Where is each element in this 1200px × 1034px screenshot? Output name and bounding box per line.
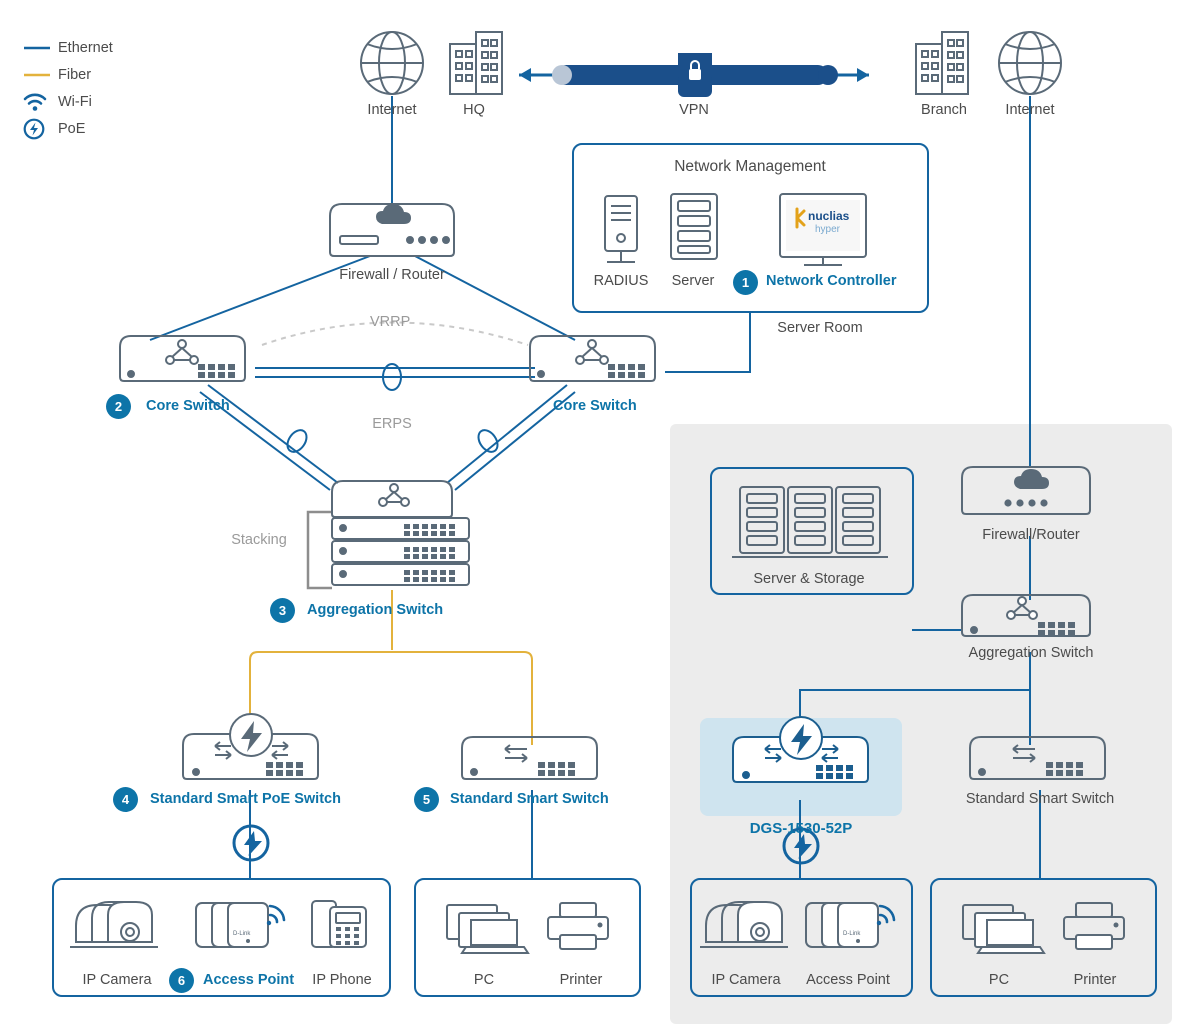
legend-label-wifi: Wi-Fi bbox=[58, 93, 92, 110]
label-poe-switch: Standard Smart PoE Switch bbox=[150, 791, 341, 807]
label-smart-switch: Standard Smart Switch bbox=[450, 791, 609, 807]
label-ip-camera: IP Camera bbox=[82, 972, 152, 988]
label-vrrp: VRRP bbox=[370, 314, 411, 330]
svg-text:D-Link: D-Link bbox=[843, 931, 861, 937]
label-hq: HQ bbox=[463, 102, 485, 118]
label-branch-printer: Printer bbox=[1073, 972, 1117, 988]
label-radius: RADIUS bbox=[593, 273, 649, 289]
label-branch-aggregation: Aggregation Switch bbox=[968, 645, 1094, 661]
label-branch-firewall: Firewall/Router bbox=[982, 527, 1080, 543]
svg-text:D-Link: D-Link bbox=[233, 931, 251, 937]
label-vpn: VPN bbox=[679, 102, 709, 118]
legend-label-poe: PoE bbox=[58, 120, 86, 137]
legend-label-ethernet: Ethernet bbox=[58, 39, 113, 56]
svg-text:nuclias: nuclias bbox=[808, 209, 850, 223]
badge-5: 5 bbox=[414, 787, 439, 812]
label-branch-pc: PC bbox=[988, 972, 1010, 988]
label-core-switch-right: Core Switch bbox=[553, 398, 637, 414]
wifi-icon bbox=[877, 906, 894, 925]
branch-pc-icon bbox=[963, 905, 1044, 953]
svg-text:hyper: hyper bbox=[815, 224, 841, 235]
badge-1: 1 bbox=[733, 270, 758, 295]
branch-firewall-router-icon bbox=[962, 467, 1090, 514]
label-branch-ip-camera: IP Camera bbox=[711, 972, 781, 988]
dgs-1530-52p-icon bbox=[733, 717, 868, 782]
branch-access-point-icon bbox=[806, 903, 878, 947]
label-server-storage: Server & Storage bbox=[753, 571, 865, 587]
label-server: Server bbox=[671, 273, 715, 289]
badge-2: 2 bbox=[106, 394, 131, 419]
label-branch-access-point: Access Point bbox=[806, 972, 890, 988]
label-erps: ERPS bbox=[372, 416, 412, 432]
label-branch-smart-switch: Standard Smart Switch bbox=[965, 791, 1115, 807]
badge-4: 4 bbox=[113, 787, 138, 812]
branch-ip-camera-icon bbox=[700, 902, 788, 947]
network-management-title: Network Management bbox=[674, 158, 826, 175]
label-stacking: Stacking bbox=[231, 532, 287, 548]
legend-label-fiber: Fiber bbox=[58, 66, 92, 83]
label-internet-right: Internet bbox=[1005, 102, 1055, 118]
branch-smart-switch-icon bbox=[970, 737, 1105, 779]
badge-3: 3 bbox=[270, 598, 295, 623]
label-branch: Branch bbox=[921, 102, 967, 118]
branch-aggregation-switch-icon bbox=[962, 595, 1090, 636]
label-pc: PC bbox=[473, 972, 495, 988]
label-printer: Printer bbox=[559, 972, 603, 988]
badge-6: 6 bbox=[169, 968, 194, 993]
label-core-switch-left: Core Switch bbox=[146, 398, 230, 414]
branch-printer-icon bbox=[1064, 903, 1124, 949]
label-internet-left: Internet bbox=[367, 102, 417, 118]
label-dgs-1530-52p: DGS-1530-52P bbox=[749, 820, 853, 837]
label-ip-phone: IP Phone bbox=[312, 972, 372, 988]
label-server-room: Server Room bbox=[777, 320, 863, 336]
label-firewall-router: Firewall / Router bbox=[339, 267, 445, 283]
label-aggregation-switch: Aggregation Switch bbox=[307, 602, 444, 618]
label-network-controller: Network Controller bbox=[766, 273, 897, 289]
label-access-point: Access Point bbox=[203, 972, 295, 988]
server-storage-icon bbox=[732, 487, 888, 557]
